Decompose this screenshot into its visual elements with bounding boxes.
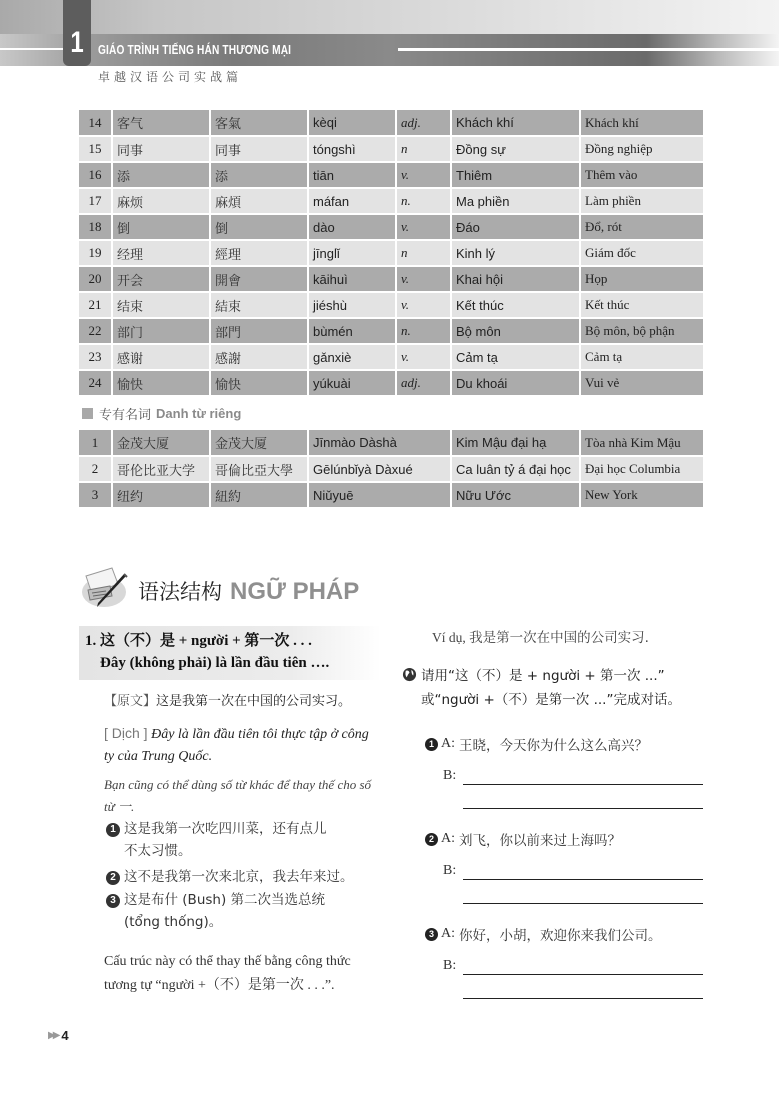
header-background (0, 0, 779, 34)
cell-traditional: 感謝 (210, 344, 308, 370)
cell-simplified: 哥伦比亚大学 (112, 456, 210, 482)
original-label: 【原文】 (104, 694, 157, 709)
vocabulary-table (79, 110, 705, 397)
cell-simplified: 添 (112, 162, 210, 188)
answer-line[interactable] (463, 974, 703, 975)
cell-number: 23 (79, 344, 112, 370)
cell-number: 1 (79, 430, 112, 456)
cell-meaning: Vui vẻ (580, 370, 704, 396)
cell-number: 2 (79, 456, 112, 482)
dialogue-question (425, 734, 648, 754)
instruction-line-1: 请用“这（不）是 + người + 第一次 ...” (421, 668, 665, 684)
cell-meaning: Khách khí (580, 110, 704, 136)
answer-label: B: (443, 768, 457, 783)
double-arrow-icon: ▶▶ (48, 1030, 58, 1041)
example-text: 这是布什 (Bush) 第二次当选总统 (124, 892, 326, 908)
cell-meaning: New York (580, 482, 704, 508)
chapter-number: 1 (70, 26, 84, 59)
grammar-pattern-vi: Đây (không phải) là lần đầu tiên …. (100, 655, 330, 671)
cell-traditional: 經理 (210, 240, 308, 266)
cell-han-viet: Khai hội (451, 266, 580, 292)
cell-meaning: Tòa nhà Kim Mậu (580, 430, 704, 456)
cell-traditional: 哥倫比亞大學 (210, 456, 308, 482)
page-footer (48, 1028, 69, 1043)
cell-part-of-speech: v. (396, 214, 451, 240)
cell-pinyin: dào (308, 214, 396, 240)
cell-part-of-speech: v. (396, 162, 451, 188)
dialogue-question (425, 924, 662, 944)
table-row (79, 188, 704, 214)
cell-number: 20 (79, 266, 112, 292)
table-row (79, 240, 704, 266)
cell-pinyin: máfan (308, 188, 396, 214)
speaker-label: A: (441, 926, 455, 941)
example-item (106, 889, 380, 933)
header-rule-right (398, 48, 779, 51)
cell-simplified: 经理 (112, 240, 210, 266)
cell-han-viet: Ma phiền (451, 188, 580, 214)
grammar-title-vi: NGỮ PHÁP (230, 578, 360, 605)
cell-number: 3 (79, 482, 112, 508)
cell-number: 24 (79, 370, 112, 396)
cell-meaning: Họp (580, 266, 704, 292)
cell-simplified: 感谢 (112, 344, 210, 370)
cell-pinyin: Niǔyuē (308, 482, 451, 508)
cell-part-of-speech: n. (396, 318, 451, 344)
original-sentence (104, 690, 380, 709)
cell-pinyin: gǎnxiè (308, 344, 396, 370)
cell-traditional: 同事 (210, 136, 308, 162)
table-row (79, 266, 704, 292)
cell-simplified: 同事 (112, 136, 210, 162)
table-row (79, 292, 704, 318)
answer-label: B: (443, 958, 457, 973)
proper-nouns-heading-vi: Danh từ riêng (156, 406, 242, 421)
answer-line[interactable] (463, 879, 703, 880)
cell-traditional: 倒 (210, 214, 308, 240)
example-text-cont: (tổng thống)。 (124, 914, 223, 930)
cell-simplified: 倒 (112, 214, 210, 240)
translation-text: Đây là lần đầu tiên tôi thực tập ở công ty của Trung Quốc. (104, 727, 369, 764)
cell-han-viet: Đáo (451, 214, 580, 240)
answer-line[interactable] (463, 784, 703, 785)
example-label: Ví dụ, (432, 630, 466, 645)
example-sentence-text: 我是第一次在中国的公司实习. (469, 630, 649, 646)
cell-meaning: Đại học Columbia (580, 456, 704, 482)
cell-pinyin: Jīnmào Dàshà (308, 430, 451, 456)
cell-pinyin: tóngshì (308, 136, 396, 162)
cell-number: 14 (79, 110, 112, 136)
table-row (79, 430, 704, 456)
proper-nouns-table (79, 430, 705, 509)
cell-pinyin: yúkuài (308, 370, 396, 396)
book-subtitle: 卓越汉语公司实战篇 (98, 70, 243, 84)
cell-part-of-speech: adj. (396, 110, 451, 136)
cell-traditional: 金茂大厦 (210, 430, 308, 456)
grammar-title-zh: 语法结构 (138, 580, 222, 604)
answer-label: B: (443, 863, 457, 878)
cell-part-of-speech: v. (396, 292, 451, 318)
original-text: 这是我第一次在中国的公司实习。 (156, 694, 352, 709)
answer-line[interactable] (463, 903, 703, 904)
cell-traditional: 部門 (210, 318, 308, 344)
cell-simplified: 客气 (112, 110, 210, 136)
cell-simplified: 开会 (112, 266, 210, 292)
cell-meaning: Làm phiền (580, 188, 704, 214)
dialogue-question (425, 829, 621, 849)
cell-meaning: Cảm tạ (580, 344, 704, 370)
cell-simplified: 愉快 (112, 370, 210, 396)
book-title: GIÁO TRÌNH TIẾNG HÁN THƯƠNG MẠI (98, 42, 292, 57)
table-row (79, 136, 704, 162)
answer-line[interactable] (463, 998, 703, 999)
cell-traditional: 紐約 (210, 482, 308, 508)
cell-number: 21 (79, 292, 112, 318)
cell-number: 19 (79, 240, 112, 266)
cell-part-of-speech: n (396, 240, 451, 266)
proper-nouns-heading (82, 404, 241, 423)
cell-meaning: Kết thúc (580, 292, 704, 318)
speaker-label: A: (441, 736, 455, 751)
exercise-instruction (402, 664, 712, 712)
cell-pinyin: kèqi (308, 110, 396, 136)
cell-pinyin: kāihuì (308, 266, 396, 292)
cell-pinyin: bùmén (308, 318, 396, 344)
grammar-section-title (138, 576, 359, 606)
cell-traditional: 愉快 (210, 370, 308, 396)
grammar-pattern-box (79, 626, 381, 680)
table-row (79, 370, 704, 396)
cell-number: 18 (79, 214, 112, 240)
page-number: 4 (61, 1028, 69, 1043)
usage-note: Bạn cũng có thể dùng số từ khác để thay thế cho số từ 一. (104, 777, 372, 814)
cell-han-viet: Đồng sự (451, 136, 580, 162)
cell-meaning: Đổ, rót (580, 214, 704, 240)
structure-note: Cấu trúc này có thể thay thế bằng công thức tương tự “người +（不）是第一次 . . .”. (104, 954, 351, 993)
example-text: 这是我第一次吃四川菜，还有点儿 (124, 821, 327, 837)
number-circle-icon: 1 (425, 738, 438, 751)
instruction-line-2: 或“người +（不）是第一次 ...”完成对话。 (421, 692, 681, 708)
cell-simplified: 纽约 (112, 482, 210, 508)
example-item (106, 818, 380, 862)
cell-simplified: 麻烦 (112, 188, 210, 214)
cell-traditional: 結束 (210, 292, 308, 318)
cell-traditional: 開會 (210, 266, 308, 292)
cell-han-viet: Nữu Ước (451, 482, 580, 508)
cell-han-viet: Khách khí (451, 110, 580, 136)
cell-simplified: 部门 (112, 318, 210, 344)
table-row (79, 482, 704, 508)
example-text-cont: 不太习惯。 (124, 843, 192, 859)
cell-number: 17 (79, 188, 112, 214)
question-text: 刘飞，你以前来过上海吗？ (459, 833, 621, 849)
header-rule-left (0, 48, 65, 50)
cell-meaning: Giám đốc (580, 240, 704, 266)
cell-han-viet: Bộ môn (451, 318, 580, 344)
cell-han-viet: Thiêm (451, 162, 580, 188)
speaker-label: A: (441, 831, 455, 846)
cell-number: 15 (79, 136, 112, 162)
cell-part-of-speech: v. (396, 344, 451, 370)
cell-han-viet: Kim Mậu đại hạ (451, 430, 580, 456)
table-row (79, 214, 704, 240)
cell-meaning: Đồng nghiệp (580, 136, 704, 162)
table-row (79, 110, 704, 136)
cell-part-of-speech: v. (396, 266, 451, 292)
translation-sentence (104, 722, 380, 768)
example-item (106, 866, 380, 888)
table-row (79, 456, 704, 482)
globe-icon (402, 667, 417, 682)
example-text: 这不是我第一次来北京，我去年来过。 (124, 869, 354, 885)
example-sentence (432, 626, 649, 646)
number-circle-icon: 1 (106, 823, 120, 837)
cell-han-viet: Kinh lý (451, 240, 580, 266)
number-circle-icon: 3 (106, 894, 120, 908)
grammar-pattern-zh: 1. 这（不）是 + người + 第一次 . . . (85, 633, 312, 649)
table-row (79, 318, 704, 344)
cell-number: 22 (79, 318, 112, 344)
answer-line[interactable] (463, 808, 703, 809)
cell-part-of-speech: adj. (396, 370, 451, 396)
number-circle-icon: 2 (106, 871, 120, 885)
cell-traditional: 客氣 (210, 110, 308, 136)
cell-han-viet: Ca luân tỷ á đại học (451, 456, 580, 482)
table-row (79, 162, 704, 188)
number-circle-icon: 2 (425, 833, 438, 846)
number-circle-icon: 3 (425, 928, 438, 941)
cell-pinyin: jīnglǐ (308, 240, 396, 266)
cell-meaning: Thêm vào (580, 162, 704, 188)
cell-traditional: 麻煩 (210, 188, 308, 214)
table-row (79, 344, 704, 370)
cell-part-of-speech: n (396, 136, 451, 162)
square-bullet-icon (82, 408, 93, 419)
cell-number: 16 (79, 162, 112, 188)
cell-pinyin: tiān (308, 162, 396, 188)
question-text: 王晓，今天你为什么这么高兴？ (459, 738, 648, 754)
cell-pinyin: Gēlúnbǐyà Dàxué (308, 456, 451, 482)
notebook-pen-icon (80, 562, 130, 610)
proper-nouns-heading-zh: 专有名词 (99, 408, 152, 423)
cell-han-viet: Cảm tạ (451, 344, 580, 370)
cell-han-viet: Du khoái (451, 370, 580, 396)
cell-simplified: 结束 (112, 292, 210, 318)
cell-pinyin: jiéshù (308, 292, 396, 318)
cell-han-viet: Kết thúc (451, 292, 580, 318)
cell-simplified: 金茂大厦 (112, 430, 210, 456)
cell-traditional: 添 (210, 162, 308, 188)
question-text: 你好，小胡，欢迎你来我们公司。 (459, 928, 662, 944)
translation-label: [ Dịch ] (104, 725, 148, 741)
cell-meaning: Bộ môn, bộ phận (580, 318, 704, 344)
cell-part-of-speech: n. (396, 188, 451, 214)
